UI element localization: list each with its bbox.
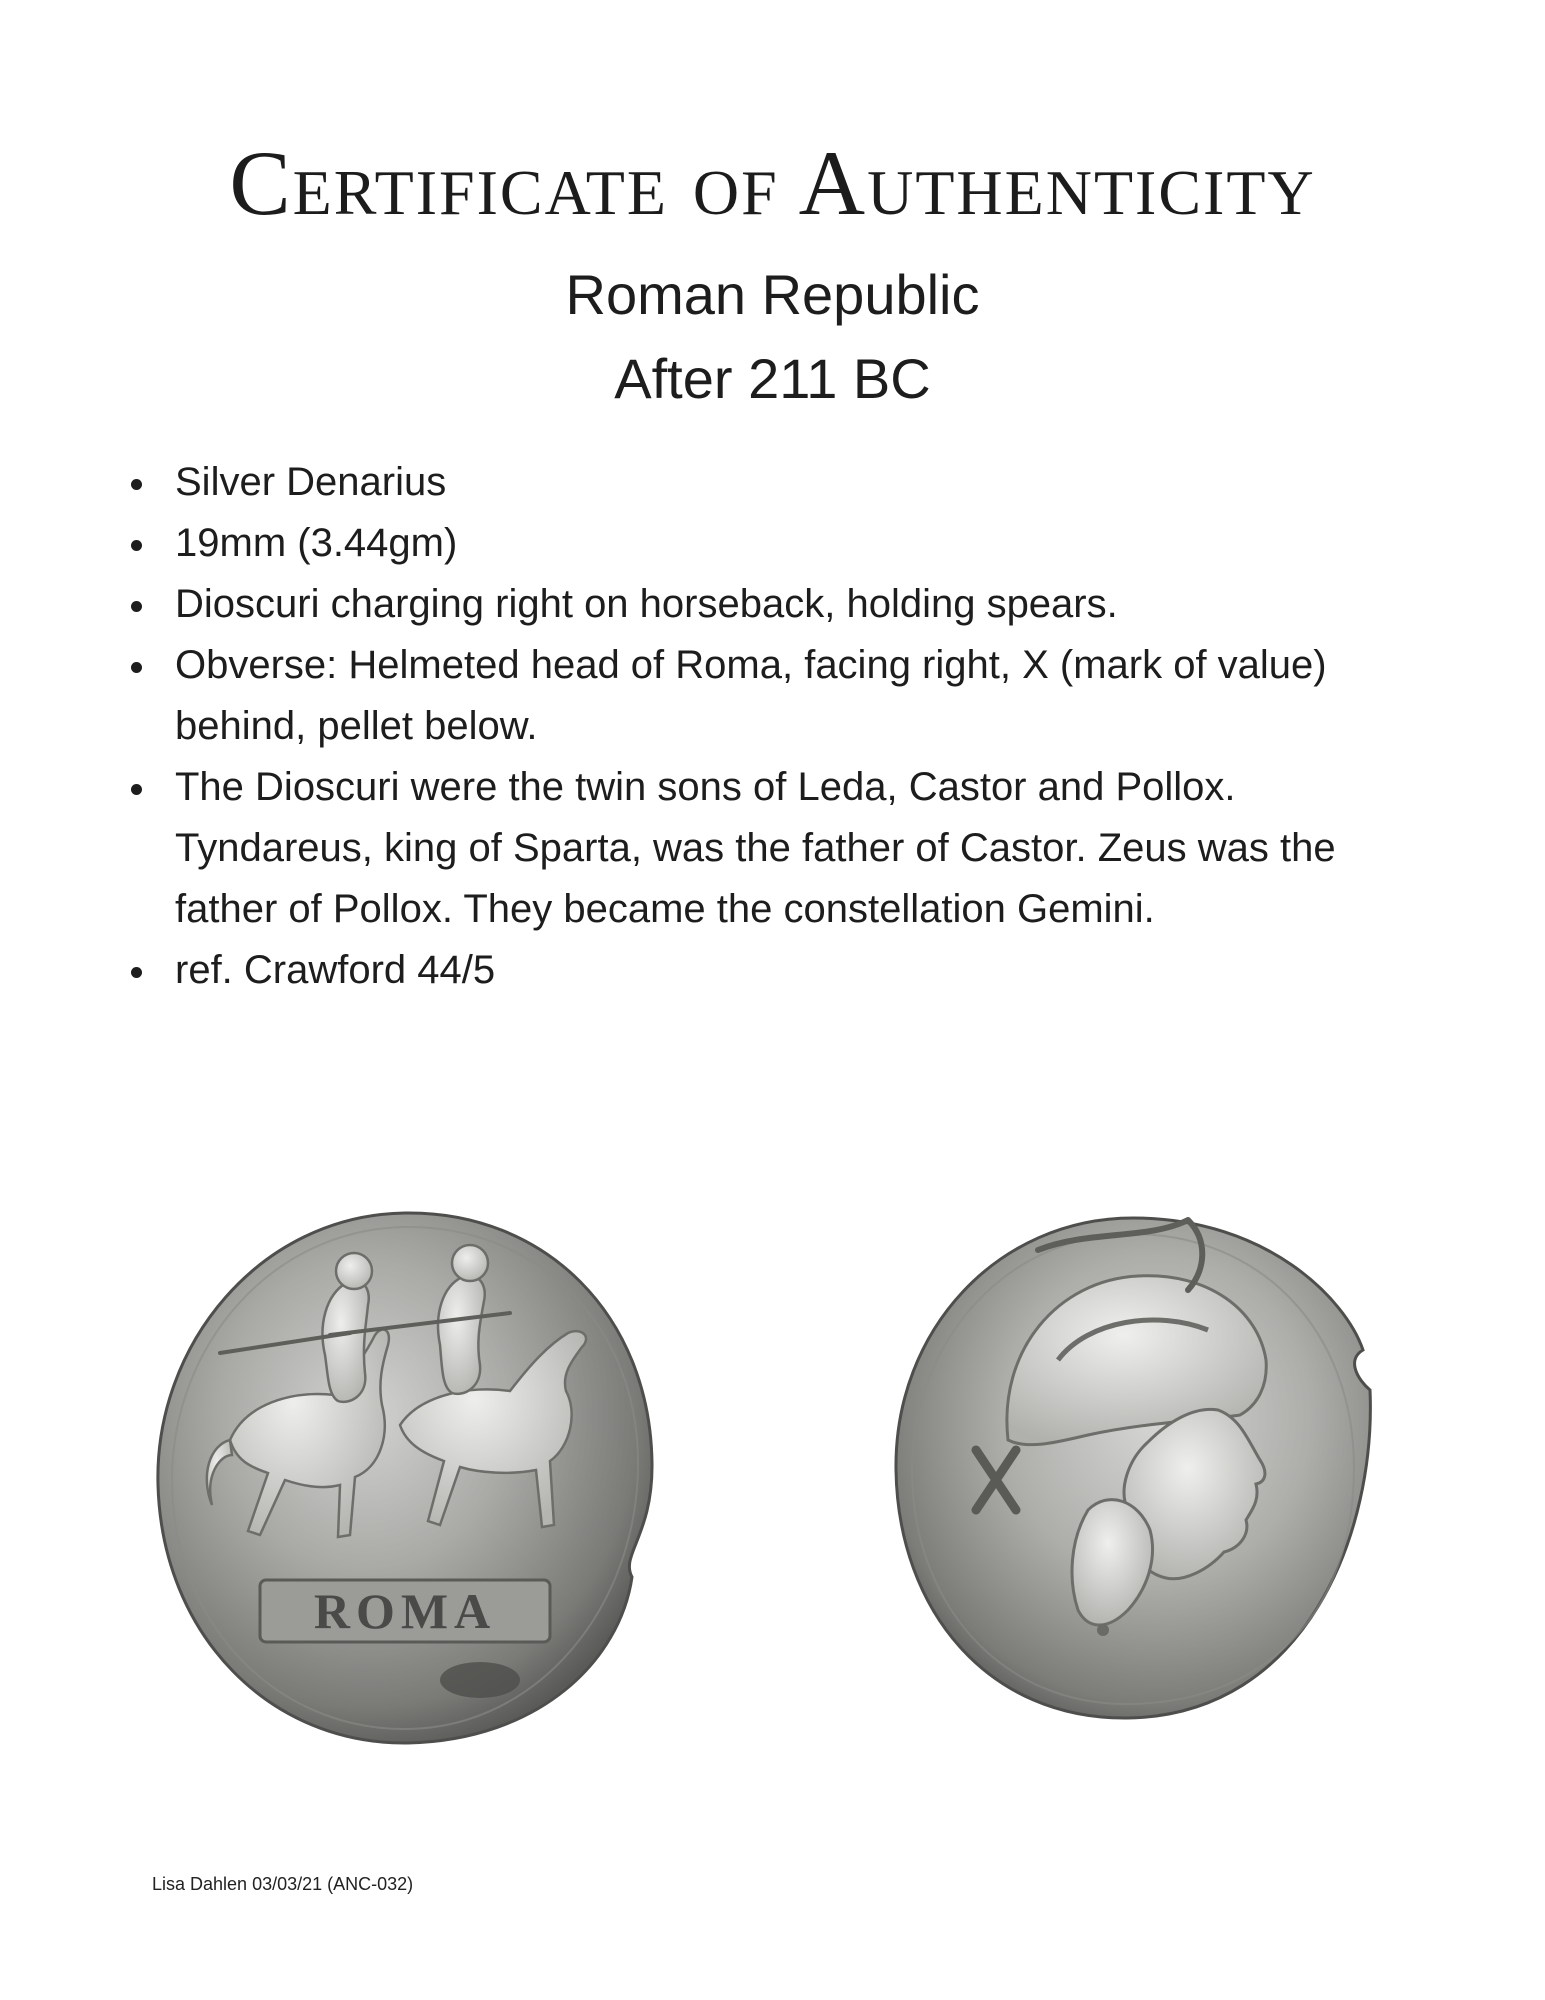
coin-reverse-image: [150, 1205, 660, 1750]
fact-item: [122, 574, 1382, 635]
certificate-footer: Lisa Dahlen 03/03/21 (ANC-032): [152, 1874, 414, 1894]
fact-item: [122, 940, 1382, 1001]
fact-text: Dioscuri charging right on horseback, holding spears.: [175, 582, 1118, 626]
fact-text: Silver Denarius: [175, 460, 447, 504]
fact-text: Obverse: Helmeted head of Roma, facing right, X (mark of value) behind, pellet below.: [175, 643, 1327, 748]
fact-item: [122, 757, 1382, 940]
bullet-icon: [131, 784, 142, 795]
fact-text: The Dioscuri were the twin sons of Leda, Castor and Pollox. Tyndareus, king of Sparta, was the father of Castor. Zeus was the father of Pollox. They became the constellation Gemini.: [175, 765, 1336, 931]
bullet-icon: [131, 479, 142, 490]
bullet-icon: [131, 967, 142, 978]
bullet-icon: [131, 601, 142, 612]
bullet-icon: [131, 662, 142, 673]
fact-item: [122, 452, 1382, 513]
coin-legend-text: ROMA: [313, 1583, 497, 1639]
subtitle-period: Roman Republic: [565, 263, 980, 326]
coin-facts-list: [122, 452, 1382, 1001]
fact-item: [122, 635, 1382, 757]
fact-text: 19mm (3.44gm): [175, 521, 458, 565]
bullet-icon: [131, 540, 142, 551]
coin-obverse-image: [888, 1210, 1378, 1725]
fact-text: ref. Crawford 44/5: [175, 948, 496, 992]
fact-item: [122, 513, 1382, 574]
subtitle-date: After 211 BC: [614, 347, 931, 410]
certificate-title: Certificate of Authenticity: [229, 132, 1316, 234]
